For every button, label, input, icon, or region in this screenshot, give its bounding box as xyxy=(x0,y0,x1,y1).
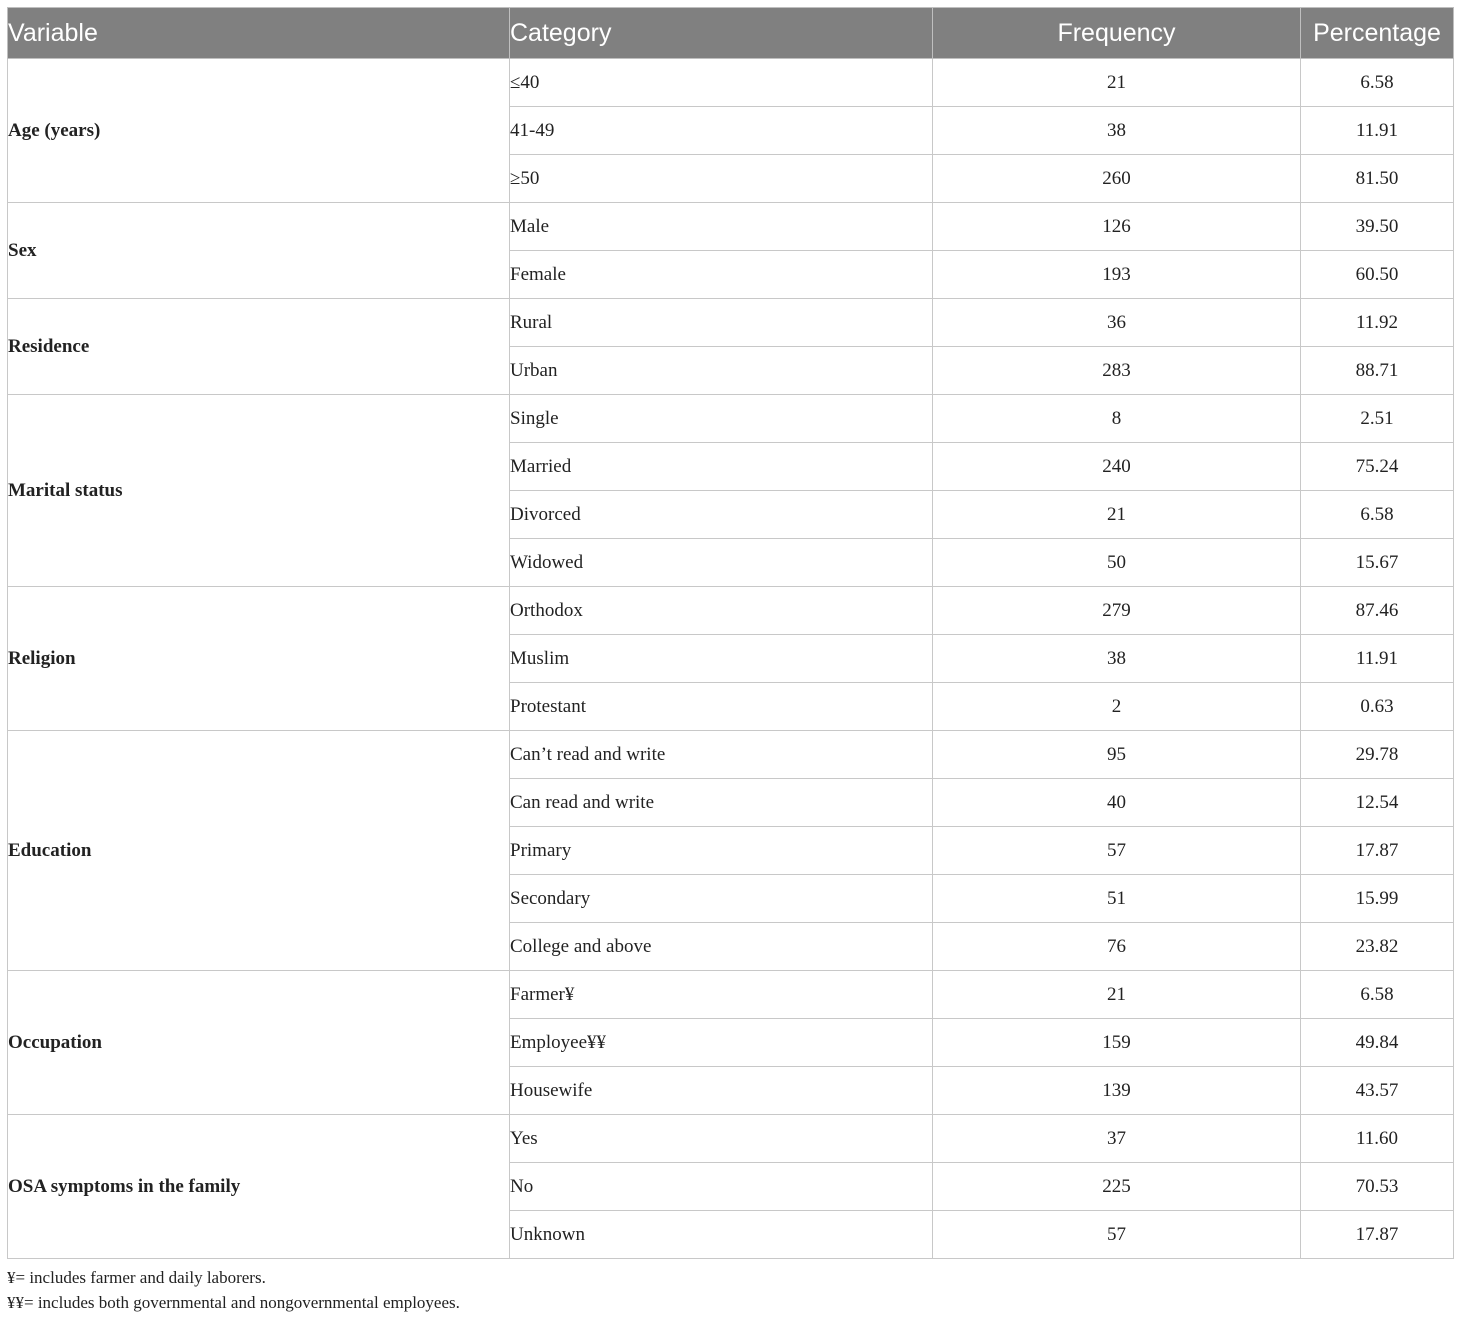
frequency-cell: 21 xyxy=(933,59,1301,107)
category-cell: Widowed xyxy=(510,539,933,587)
table-row xyxy=(8,1115,1454,1163)
percentage-cell: 70.53 xyxy=(1301,1163,1454,1211)
percentage-cell: 81.50 xyxy=(1301,155,1454,203)
table-row xyxy=(8,59,1454,107)
category-cell: Yes xyxy=(510,1115,933,1163)
frequency-cell: 40 xyxy=(933,779,1301,827)
variable-cell: Sex xyxy=(8,203,510,299)
percentage-cell: 11.91 xyxy=(1301,635,1454,683)
frequency-cell: 38 xyxy=(933,635,1301,683)
category-cell: Secondary xyxy=(510,875,933,923)
frequency-cell: 50 xyxy=(933,539,1301,587)
frequency-cell: 51 xyxy=(933,875,1301,923)
percentage-cell: 15.67 xyxy=(1301,539,1454,587)
percentage-cell: 88.71 xyxy=(1301,347,1454,395)
frequency-cell: 37 xyxy=(933,1115,1301,1163)
frequency-cell: 126 xyxy=(933,203,1301,251)
percentage-cell: 39.50 xyxy=(1301,203,1454,251)
frequency-cell: 139 xyxy=(933,1067,1301,1115)
category-cell: Farmer¥ xyxy=(510,971,933,1019)
variable-cell: Age (years) xyxy=(8,59,510,203)
percentage-cell: 2.51 xyxy=(1301,395,1454,443)
table-row xyxy=(8,971,1454,1019)
frequency-cell: 279 xyxy=(933,587,1301,635)
percentage-cell: 11.91 xyxy=(1301,107,1454,155)
percentage-cell: 6.58 xyxy=(1301,491,1454,539)
category-cell: Can read and write xyxy=(510,779,933,827)
header-percentage: Percentage xyxy=(1301,8,1454,59)
frequency-cell: 193 xyxy=(933,251,1301,299)
percentage-cell: 6.58 xyxy=(1301,971,1454,1019)
category-cell: Can’t read and write xyxy=(510,731,933,779)
table-container xyxy=(7,7,1453,1315)
variable-cell: OSA symptoms in the family xyxy=(8,1115,510,1259)
table-row xyxy=(8,203,1454,251)
category-cell: Male xyxy=(510,203,933,251)
header-frequency: Frequency xyxy=(933,8,1301,59)
frequency-cell: 240 xyxy=(933,443,1301,491)
percentage-cell: 11.60 xyxy=(1301,1115,1454,1163)
table-row xyxy=(8,299,1454,347)
variable-cell: Education xyxy=(8,731,510,971)
variable-cell: Marital status xyxy=(8,395,510,587)
frequency-cell: 21 xyxy=(933,971,1301,1019)
category-cell: Orthodox xyxy=(510,587,933,635)
category-cell: Muslim xyxy=(510,635,933,683)
frequency-cell: 57 xyxy=(933,1211,1301,1259)
category-cell: Single xyxy=(510,395,933,443)
category-cell: Housewife xyxy=(510,1067,933,1115)
category-cell: No xyxy=(510,1163,933,1211)
percentage-cell: 75.24 xyxy=(1301,443,1454,491)
frequency-cell: 57 xyxy=(933,827,1301,875)
category-cell: Divorced xyxy=(510,491,933,539)
percentage-cell: 12.54 xyxy=(1301,779,1454,827)
table-row xyxy=(8,395,1454,443)
percentage-cell: 43.57 xyxy=(1301,1067,1454,1115)
category-cell: Rural xyxy=(510,299,933,347)
footnotes xyxy=(7,1265,1453,1315)
frequency-cell: 36 xyxy=(933,299,1301,347)
frequency-cell: 2 xyxy=(933,683,1301,731)
category-cell: Urban xyxy=(510,347,933,395)
frequency-cell: 38 xyxy=(933,107,1301,155)
category-cell: Protestant xyxy=(510,683,933,731)
table-header-row xyxy=(8,8,1454,59)
header-variable: Variable xyxy=(8,8,510,59)
demographics-table xyxy=(7,7,1454,1259)
percentage-cell: 17.87 xyxy=(1301,1211,1454,1259)
table-body xyxy=(8,59,1454,1259)
percentage-cell: 49.84 xyxy=(1301,1019,1454,1067)
category-cell: Female xyxy=(510,251,933,299)
frequency-cell: 283 xyxy=(933,347,1301,395)
category-cell: College and above xyxy=(510,923,933,971)
percentage-cell: 87.46 xyxy=(1301,587,1454,635)
table-row xyxy=(8,731,1454,779)
category-cell: 41-49 xyxy=(510,107,933,155)
category-cell: ≥50 xyxy=(510,155,933,203)
frequency-cell: 8 xyxy=(933,395,1301,443)
frequency-cell: 76 xyxy=(933,923,1301,971)
percentage-cell: 17.87 xyxy=(1301,827,1454,875)
percentage-cell: 0.63 xyxy=(1301,683,1454,731)
frequency-cell: 95 xyxy=(933,731,1301,779)
frequency-cell: 260 xyxy=(933,155,1301,203)
frequency-cell: 21 xyxy=(933,491,1301,539)
percentage-cell: 15.99 xyxy=(1301,875,1454,923)
footnote-employee: ¥¥= includes both governmental and nongovernmental employees. xyxy=(7,1293,460,1312)
percentage-cell: 11.92 xyxy=(1301,299,1454,347)
frequency-cell: 225 xyxy=(933,1163,1301,1211)
category-cell: ≤40 xyxy=(510,59,933,107)
percentage-cell: 23.82 xyxy=(1301,923,1454,971)
frequency-cell: 159 xyxy=(933,1019,1301,1067)
footnote-farmer: ¥= includes farmer and daily laborers. xyxy=(7,1268,266,1287)
header-category: Category xyxy=(510,8,933,59)
category-cell: Employee¥¥ xyxy=(510,1019,933,1067)
category-cell: Unknown xyxy=(510,1211,933,1259)
percentage-cell: 60.50 xyxy=(1301,251,1454,299)
variable-cell: Residence xyxy=(8,299,510,395)
variable-cell: Religion xyxy=(8,587,510,731)
table-row xyxy=(8,587,1454,635)
category-cell: Primary xyxy=(510,827,933,875)
variable-cell: Occupation xyxy=(8,971,510,1115)
category-cell: Married xyxy=(510,443,933,491)
percentage-cell: 6.58 xyxy=(1301,59,1454,107)
percentage-cell: 29.78 xyxy=(1301,731,1454,779)
